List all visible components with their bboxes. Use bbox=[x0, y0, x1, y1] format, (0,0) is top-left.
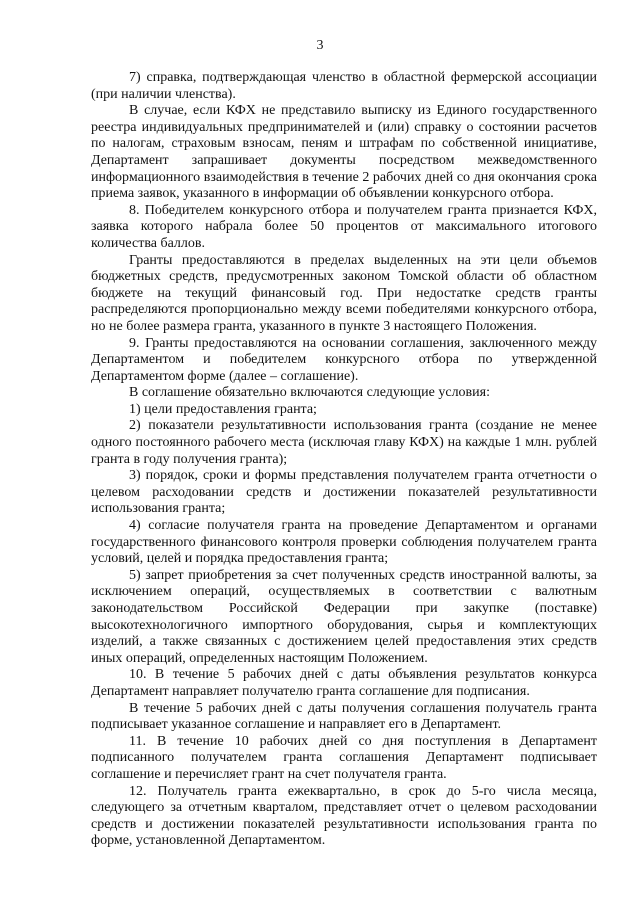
paragraph-point-12: 12. Получатель гранта ежеквартально, в срок до 5-го числа месяца, следующего за отчетным кварталом, представляет отчет о целевом расходовании средств и достижении показателей результативности использования гранта по форме, установленной Департаментом. bbox=[91, 783, 597, 849]
paragraph-point-8: 8. Победителем конкурсного отбора и получателем гранта признается КФХ, заявка которого набрала более 50 процентов от максимального итогового количества баллов. bbox=[91, 202, 597, 251]
paragraph-condition-3: 3) порядок, сроки и формы представления получателем гранта отчетности о целевом расходовании средств и достижении показателей результативности использования гранта; bbox=[91, 468, 597, 517]
page-number: 3 bbox=[316, 38, 324, 53]
paragraph-point-10: 10. В течение 5 рабочих дней с даты объявления результатов конкурса Департамент направляет получателю гранта соглашение для подписания. bbox=[91, 667, 597, 699]
paragraph-conditions-intro: В соглашение обязательно включаются следующие условия: bbox=[129, 385, 490, 401]
paragraph-condition-2: 2) показатели результативности использования гранта (создание не менее одного постоянного рабочего места (исключая главу КФХ) на каждые 1 млн. рублей гранта в году получения гранта); bbox=[91, 418, 597, 467]
paragraph-condition-1: 1) цели предоставления гранта; bbox=[129, 401, 317, 417]
paragraph-item-7: 7) справка, подтверждающая членство в областной фермерской ассоциации (при наличии членства). bbox=[91, 70, 597, 102]
paragraph-point-11: 11. В течение 10 рабочих дней со дня поступления в Департамент подписанного получателем гранта соглашения Департамент подписывает соглашение и перечисляет грант на счет получателя гранта. bbox=[91, 733, 597, 782]
paragraph-condition-5: 5) запрет приобретения за счет полученных средств иностранной валюты, за исключением операций, осуществляемых в соответствии с валютным законодательством Российской Федерации при закупке (поставке) высокотехнологичного импортного оборудования, сырья и комплектующих изделий, а также связанных с достижением целей предоставления этих средств иных операций, определенных настоящим Положением. bbox=[91, 567, 597, 666]
paragraph-condition-4: 4) согласие получателя гранта на проведение Департаментом и органами государственного финансового контроля проверки соблюдения получателем гранта условий, целей и порядка предоставления гранта; bbox=[91, 518, 597, 567]
paragraph-signing: В течение 5 рабочих дней с даты получения соглашения получатель гранта подписывает указанное соглашение и направляет его в Департамент. bbox=[91, 700, 597, 733]
paragraph-grants-budget: Гранты предоставляются в пределах выделенных на эти цели объемов бюджетных средств, предусмотренных законом Томской области об областном бюджете на текущий финансовый год. При недостатке средств гранты распределяются пропорционально между всеми победителями конкурсного отбора, но не более размера гранта, указанного в пункте 3 настоящего Положения. bbox=[91, 252, 597, 334]
document-body bbox=[91, 70, 597, 850]
paragraph-kfh-extract: В случае, если КФХ не представило выписку из Единого государственного реестра индивидуальных предпринимателей и (или) справку о состоянии расчетов по налогам, страховым взносам, пеням и штрафам по собственной инициативе, Департамент запрашивает документы посредством межведомственного информационного взаимодействия в течение 2 рабочих дней со дня окончания срока приема заявок, указанного в информации об объявлении конкурсного отбора. bbox=[91, 103, 597, 202]
paragraph-point-9: 9. Гранты предоставляются на основании соглашения, заключенного между Департаментом и победителем конкурсного отбора по утвержденной Департаментом форме (далее – соглашение). bbox=[91, 335, 597, 384]
